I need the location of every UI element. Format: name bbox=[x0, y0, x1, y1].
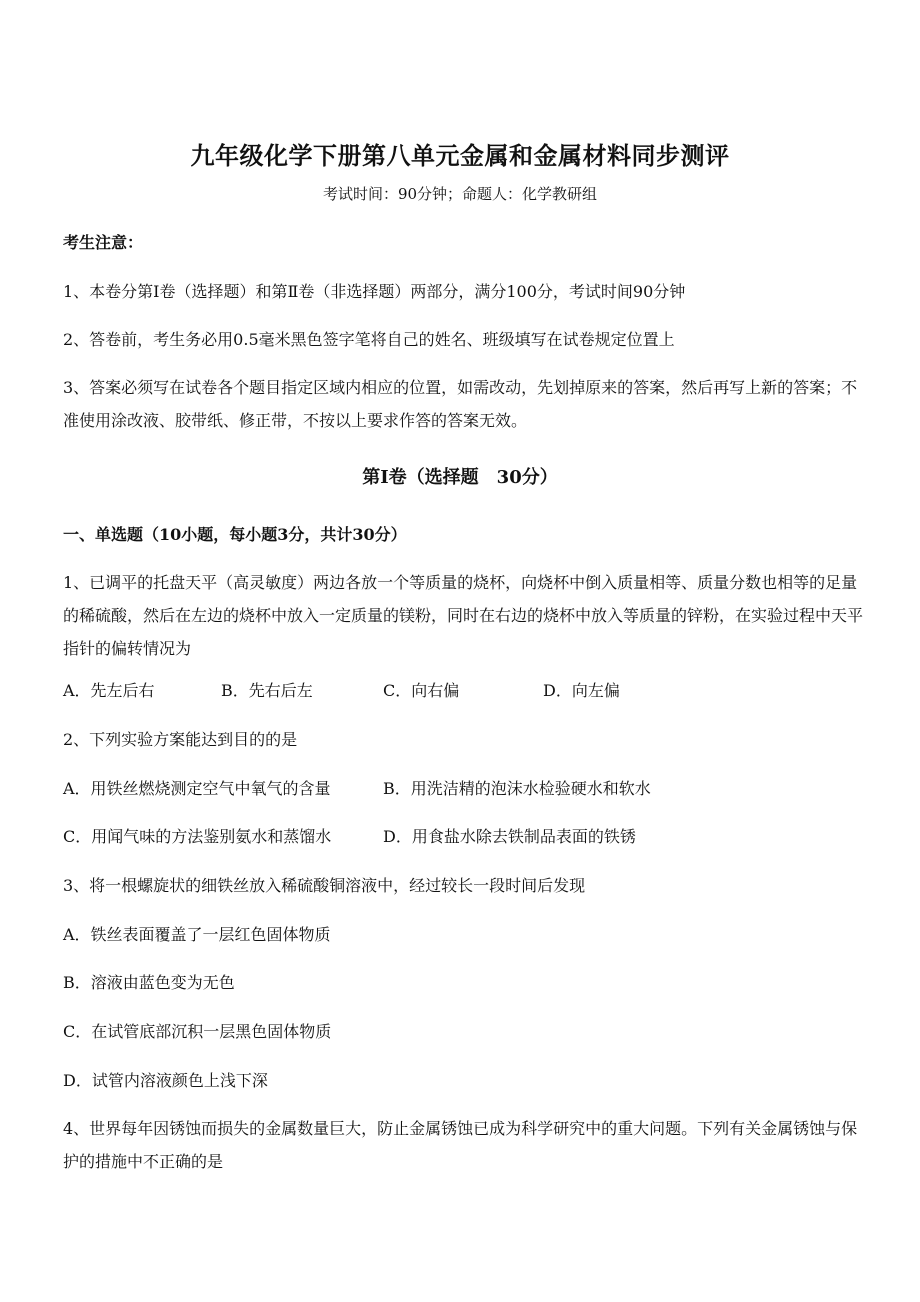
question-1-option-a[interactable]: A．先左后右 bbox=[63, 681, 155, 700]
question-3-option-d[interactable]: D．试管内溶液颜色上浅下深 bbox=[63, 1071, 268, 1090]
part-heading: 一、单选题（10小题，每小题3分，共计30分） bbox=[63, 525, 407, 544]
section-title: 第Ⅰ卷（选择题 30分） bbox=[362, 467, 558, 488]
exam-subtitle: 考试时间：90分钟；命题人：化学教研组 bbox=[322, 185, 598, 203]
notice-item-1: 1、本卷分第Ⅰ卷（选择题）和第Ⅱ卷（非选择题）两部分，满分100分，考试时间90分钟 bbox=[63, 282, 686, 301]
notice-item-3: 3、答案必须写在试卷各个题目指定区域内相应的位置，如需改动，先划掉原来的答案，然后再写上新的答案；不准使用涂改液、胶带纸、修正带，不按以上要求作答的答案无效。 bbox=[63, 378, 858, 430]
question-1-option-d[interactable]: D．向左偏 bbox=[543, 681, 620, 700]
question-3-option-c[interactable]: C．在试管底部沉积一层黑色固体物质 bbox=[63, 1022, 332, 1041]
question-2-option-d[interactable]: D．用食盐水除去铁制品表面的铁锈 bbox=[383, 827, 636, 846]
question-2-option-b[interactable]: B．用洗洁精的泡沫水检验硬水和软水 bbox=[383, 779, 651, 798]
notice-heading: 考生注意： bbox=[63, 233, 144, 252]
question-1-option-c[interactable]: C．向右偏 bbox=[383, 681, 460, 700]
question-1-stem: 1、已调平的托盘天平（高灵敏度）两边各放一个等质量的烧杯，向烧杯中倒入质量相等、质量分数也相等的足量的稀硫酸，然后在左边的烧杯中放入一定质量的镁粉，同时在右边的烧杯中放入等质量的锌粉，在实验过程中天平指针的偏转情况为 bbox=[63, 573, 864, 658]
question-4-stem: 4、世界每年因锈蚀而损失的金属数量巨大，防止金属锈蚀已成为科学研究中的重大问题。下列有关金属锈蚀与保护的措施中不正确的是 bbox=[63, 1119, 858, 1171]
exam-title: 九年级化学下册第八单元金属和金属材料同步测评 bbox=[190, 141, 730, 170]
question-2-option-a[interactable]: A．用铁丝燃烧测定空气中氧气的含量 bbox=[63, 779, 331, 798]
question-3-option-b[interactable]: B．溶液由蓝色变为无色 bbox=[63, 973, 235, 992]
question-2-stem: 2、下列实验方案能达到目的的是 bbox=[63, 730, 298, 749]
question-3-stem: 3、将一根螺旋状的细铁丝放入稀硫酸铜溶液中，经过较长一段时间后发现 bbox=[63, 876, 586, 895]
question-2-option-c[interactable]: C．用闻气味的方法鉴别氨水和蒸馏水 bbox=[63, 827, 332, 846]
notice-item-2: 2、答卷前，考生务必用0.5毫米黑色签字笔将自己的姓名、班级填写在试卷规定位置上 bbox=[63, 330, 675, 349]
question-1-option-b[interactable]: B．先右后左 bbox=[221, 681, 313, 700]
question-3-option-a[interactable]: A．铁丝表面覆盖了一层红色固体物质 bbox=[63, 925, 331, 944]
